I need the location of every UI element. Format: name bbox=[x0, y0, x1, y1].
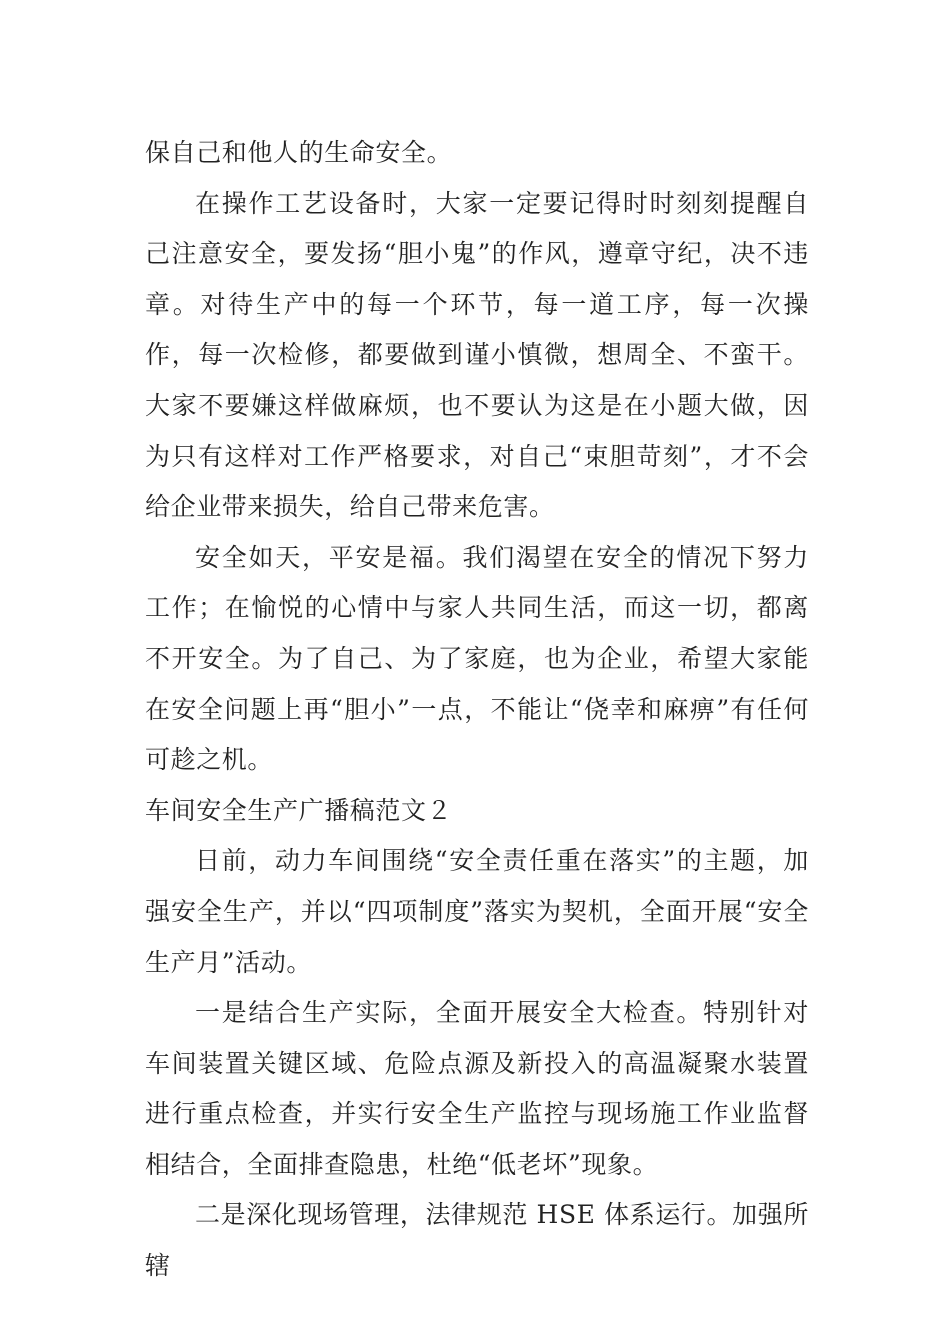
section-heading: 车间安全生产广播稿范文２ bbox=[145, 795, 453, 825]
paragraph-continued: 保自己和他人的生命安全。 bbox=[145, 138, 453, 167]
paragraph-operation: 在操作工艺设备时，大家一定要记得时时刻刻提醒自己注意安全，要发扬“胆小鬼”的作风，遵章守纪，决不违章。对待生产中的每一个环节，每一道工序，每一次操作，每一次检修，都要做到谨小慎微，想周全、不蛮干。大家不要嫌这样做麻烦，也不要认为这是在小题大做，因为只有这样对工作严格要求，对自己“束胆苛刻”，才不会给企业带来损失，给自己带来危害。 bbox=[145, 188, 809, 522]
document-body bbox=[145, 128, 809, 1292]
paragraph-recent: 日前，动力车间围绕“安全责任重在落实”的主题，加强安全生产，并以“四项制度”落实为契机，全面开展“安全生产月”活动。 bbox=[145, 846, 809, 977]
paragraph-first: 一是结合生产实际，全面开展安全大检查。特别针对车间装置关键区域、危险点源及新投入的高温凝聚水装置进行重点检查，并实行安全生产监控与现场施工作业监督相结合，全面排查隐患，杜绝“低老坏”现象。 bbox=[145, 998, 809, 1179]
paragraph-safety: 安全如天，平安是福。我们渴望在安全的情况下努力工作；在愉悦的心情中与家人共同生活，而这一切，都离不开安全。为了自己、为了家庭，也为企业，希望大家能在安全问题上再“胆小”一点，不能让“侥幸和麻痹”有任何可趁之机。 bbox=[145, 542, 809, 775]
paragraph-second: 二是深化现场管理，法律规范 HSE 体系运行。加强所辖 bbox=[145, 1200, 809, 1281]
